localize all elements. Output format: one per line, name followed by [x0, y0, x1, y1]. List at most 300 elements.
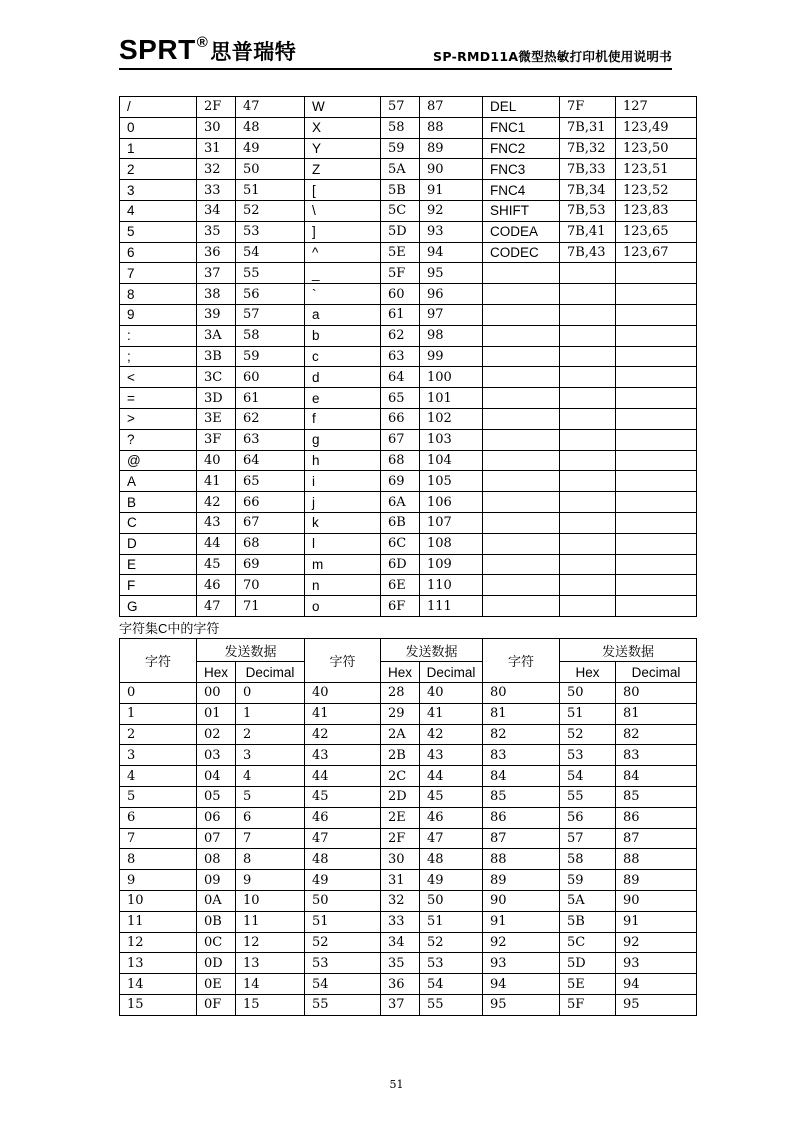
hex-cell: 35: [381, 953, 420, 974]
char-cell: X: [305, 117, 381, 138]
decimal-cell: 87: [616, 828, 697, 849]
char-cell: [483, 533, 560, 554]
hex-cell: 59: [560, 870, 616, 891]
char-cell: 94: [483, 974, 560, 995]
char-cell: _: [305, 263, 381, 284]
char-cell: >: [120, 408, 197, 429]
decimal-cell: [616, 492, 697, 513]
char-cell: 9: [120, 304, 197, 325]
hex-cell: 2F: [197, 97, 236, 118]
page-header: [119, 30, 672, 70]
table-row: [120, 221, 697, 242]
char-cell: 3: [120, 745, 197, 766]
hex-cell: 5C: [560, 932, 616, 953]
hex-cell: 2E: [381, 807, 420, 828]
char-cell: ?: [120, 429, 197, 450]
char-cell: ^: [305, 242, 381, 263]
decimal-cell: 92: [616, 932, 697, 953]
decimal-cell: 110: [420, 575, 483, 596]
hex-cell: 56: [560, 807, 616, 828]
decimal-cell: 57: [236, 304, 305, 325]
page-number: 51: [389, 1078, 404, 1091]
decimal-cell: 66: [236, 492, 305, 513]
decimal-cell: 92: [420, 200, 483, 221]
hex-cell: 43: [197, 512, 236, 533]
hex-cell: 03: [197, 745, 236, 766]
decimal-cell: 47: [236, 97, 305, 118]
decimal-cell: 89: [420, 138, 483, 159]
char-cell: @: [120, 450, 197, 471]
char-cell: 89: [483, 870, 560, 891]
char-cell: a: [305, 304, 381, 325]
decimal-cell: [616, 429, 697, 450]
decimal-cell: 43: [420, 745, 483, 766]
char-cell: 91: [483, 911, 560, 932]
decimal-cell: 40: [420, 683, 483, 704]
hex-cell: 3B: [197, 346, 236, 367]
hex-cell: 31: [197, 138, 236, 159]
decimal-cell: 52: [236, 200, 305, 221]
char-cell: ;: [120, 346, 197, 367]
char-cell: 7: [120, 263, 197, 284]
char-cell: \: [305, 200, 381, 221]
decimal-cell: 123,52: [616, 180, 697, 201]
decimal-cell: 123,65: [616, 221, 697, 242]
hex-cell: [560, 471, 616, 492]
char-cell: `: [305, 284, 381, 305]
decimal-cell: 94: [616, 974, 697, 995]
table-row: [120, 703, 697, 724]
decimal-cell: 123,51: [616, 159, 697, 180]
char-cell: 92: [483, 932, 560, 953]
hex-cell: 59: [381, 138, 420, 159]
decimal-cell: 55: [420, 994, 483, 1015]
decimal-cell: 94: [420, 242, 483, 263]
hex-cell: 3C: [197, 367, 236, 388]
hex-cell: 36: [197, 242, 236, 263]
table-row: [120, 849, 697, 870]
decimal-cell: 58: [236, 325, 305, 346]
char-column-header: 字符: [483, 639, 560, 683]
decimal-cell: 107: [420, 512, 483, 533]
hex-cell: 65: [381, 388, 420, 409]
char-cell: DEL: [483, 97, 560, 118]
decimal-cell: [616, 408, 697, 429]
table-row: [120, 683, 697, 704]
decimal-cell: 49: [420, 870, 483, 891]
char-cell: 4: [120, 200, 197, 221]
charset-c-table-body: [120, 683, 697, 1016]
hex-cell: 5D: [560, 953, 616, 974]
hex-cell: 7B,33: [560, 159, 616, 180]
hex-cell: 36: [381, 974, 420, 995]
hex-cell: [560, 367, 616, 388]
decimal-cell: 105: [420, 471, 483, 492]
char-cell: =: [120, 388, 197, 409]
table-row: [120, 180, 697, 201]
hex-cell: 34: [197, 200, 236, 221]
char-column-header: 字符: [120, 639, 197, 683]
char-cell: 0: [120, 117, 197, 138]
table-row: [120, 367, 697, 388]
document-title: SP-RMD11A微型热敏打印机使用说明书: [433, 49, 672, 64]
char-cell: ]: [305, 221, 381, 242]
decimal-cell: 13: [236, 953, 305, 974]
char-cell: 5: [120, 786, 197, 807]
hex-cell: 63: [381, 346, 420, 367]
char-cell: h: [305, 450, 381, 471]
hex-cell: 7B,53: [560, 200, 616, 221]
decimal-cell: [616, 346, 697, 367]
hex-cell: 30: [197, 117, 236, 138]
char-cell: [483, 263, 560, 284]
decimal-cell: 108: [420, 533, 483, 554]
char-cell: 44: [305, 766, 381, 787]
brand-latin: SPRT: [119, 34, 196, 65]
registered-mark: ®: [196, 34, 209, 51]
char-cell: 8: [120, 849, 197, 870]
hex-cell: 46: [197, 575, 236, 596]
decimal-cell: 123,49: [616, 117, 697, 138]
decimal-cell: 88: [420, 117, 483, 138]
char-cell: 3: [120, 180, 197, 201]
decimal-cell: 54: [236, 242, 305, 263]
hex-column-header: Hex: [197, 662, 236, 683]
hex-cell: 6F: [381, 596, 420, 617]
char-cell: 10: [120, 890, 197, 911]
char-cell: 83: [483, 745, 560, 766]
decimal-cell: 123,50: [616, 138, 697, 159]
hex-cell: [560, 554, 616, 575]
table-row: [120, 575, 697, 596]
brand-chinese: 思普瑞特: [210, 40, 297, 64]
decimal-cell: [616, 512, 697, 533]
char-cell: 50: [305, 890, 381, 911]
hex-cell: [560, 512, 616, 533]
char-cell: 13: [120, 953, 197, 974]
hex-cell: 42: [197, 492, 236, 513]
hex-cell: 08: [197, 849, 236, 870]
table-row: [120, 263, 697, 284]
decimal-cell: 45: [420, 786, 483, 807]
decimal-cell: 50: [420, 890, 483, 911]
char-cell: 55: [305, 994, 381, 1015]
table-row: [120, 159, 697, 180]
char-cell: [483, 512, 560, 533]
decimal-cell: 61: [236, 388, 305, 409]
char-cell: 43: [305, 745, 381, 766]
char-cell: 51: [305, 911, 381, 932]
hex-cell: 07: [197, 828, 236, 849]
charset-table-continued: [119, 96, 697, 617]
decimal-cell: 71: [236, 596, 305, 617]
decimal-cell: [616, 388, 697, 409]
hex-cell: 5A: [560, 890, 616, 911]
char-cell: 46: [305, 807, 381, 828]
char-cell: [483, 304, 560, 325]
decimal-cell: 60: [236, 367, 305, 388]
hex-cell: 02: [197, 724, 236, 745]
hex-cell: 01: [197, 703, 236, 724]
table-row: [120, 786, 697, 807]
decimal-cell: 67: [236, 512, 305, 533]
table-row: [120, 284, 697, 305]
char-cell: 95: [483, 994, 560, 1015]
char-cell: [483, 554, 560, 575]
char-cell: F: [120, 575, 197, 596]
char-cell: 49: [305, 870, 381, 891]
hex-cell: 05: [197, 786, 236, 807]
decimal-cell: [616, 263, 697, 284]
char-cell: Y: [305, 138, 381, 159]
table-row: [120, 117, 697, 138]
decimal-cell: 93: [420, 221, 483, 242]
char-cell: [483, 429, 560, 450]
table-row: [120, 200, 697, 221]
table-row: [120, 97, 697, 118]
hex-cell: 61: [381, 304, 420, 325]
decimal-cell: 91: [420, 180, 483, 201]
decimal-cell: 68: [236, 533, 305, 554]
char-cell: c: [305, 346, 381, 367]
send-data-header: 发送数据: [197, 639, 305, 662]
char-cell: FNC4: [483, 180, 560, 201]
decimal-cell: [616, 575, 697, 596]
table-row: [120, 325, 697, 346]
char-cell: n: [305, 575, 381, 596]
char-cell: b: [305, 325, 381, 346]
hex-cell: 3D: [197, 388, 236, 409]
hex-cell: 33: [381, 911, 420, 932]
hex-cell: 39: [197, 304, 236, 325]
decimal-cell: 106: [420, 492, 483, 513]
hex-cell: 57: [560, 828, 616, 849]
hex-cell: 35: [197, 221, 236, 242]
hex-cell: 5A: [381, 159, 420, 180]
decimal-cell: [616, 554, 697, 575]
hex-cell: 06: [197, 807, 236, 828]
hex-cell: 37: [381, 994, 420, 1015]
char-cell: 15: [120, 994, 197, 1015]
hex-cell: 54: [560, 766, 616, 787]
send-data-header: 发送数据: [381, 639, 483, 662]
decimal-cell: 82: [616, 724, 697, 745]
decimal-column-header: Decimal: [616, 662, 697, 683]
table-row: [120, 828, 697, 849]
char-cell: 87: [483, 828, 560, 849]
hex-cell: 5B: [560, 911, 616, 932]
decimal-cell: 7: [236, 828, 305, 849]
table-row: [120, 932, 697, 953]
decimal-cell: 102: [420, 408, 483, 429]
decimal-cell: 103: [420, 429, 483, 450]
charset-table-body: [120, 97, 697, 617]
char-cell: [483, 284, 560, 305]
decimal-cell: 44: [420, 766, 483, 787]
decimal-cell: 8: [236, 849, 305, 870]
char-cell: 14: [120, 974, 197, 995]
decimal-cell: 51: [236, 180, 305, 201]
char-cell: 6: [120, 242, 197, 263]
char-cell: d: [305, 367, 381, 388]
char-cell: SHIFT: [483, 200, 560, 221]
table-row: [120, 242, 697, 263]
table-row: [120, 512, 697, 533]
decimal-cell: 95: [616, 994, 697, 1015]
decimal-cell: 100: [420, 367, 483, 388]
hex-column-header: Hex: [560, 662, 616, 683]
hex-cell: [560, 304, 616, 325]
char-cell: Z: [305, 159, 381, 180]
hex-cell: 64: [381, 367, 420, 388]
char-cell: /: [120, 97, 197, 118]
char-cell: :: [120, 325, 197, 346]
hex-cell: 29: [381, 703, 420, 724]
hex-cell: 3E: [197, 408, 236, 429]
hex-cell: [560, 596, 616, 617]
hex-cell: [560, 284, 616, 305]
decimal-cell: 4: [236, 766, 305, 787]
decimal-cell: 48: [236, 117, 305, 138]
char-cell: 7: [120, 828, 197, 849]
table-row: [120, 724, 697, 745]
table-row: [120, 890, 697, 911]
decimal-cell: 81: [616, 703, 697, 724]
char-cell: g: [305, 429, 381, 450]
table-row: [120, 953, 697, 974]
decimal-cell: 109: [420, 554, 483, 575]
decimal-cell: 70: [236, 575, 305, 596]
table-row: [120, 807, 697, 828]
hex-cell: 6A: [381, 492, 420, 513]
char-cell: 11: [120, 911, 197, 932]
hex-cell: 5F: [560, 994, 616, 1015]
char-cell: 48: [305, 849, 381, 870]
hex-cell: 34: [381, 932, 420, 953]
char-cell: [483, 346, 560, 367]
hex-cell: 3F: [197, 429, 236, 450]
char-cell: 53: [305, 953, 381, 974]
decimal-cell: 87: [420, 97, 483, 118]
char-cell: j: [305, 492, 381, 513]
char-cell: G: [120, 596, 197, 617]
char-cell: l: [305, 533, 381, 554]
decimal-cell: 101: [420, 388, 483, 409]
table-row: [120, 304, 697, 325]
char-cell: 93: [483, 953, 560, 974]
hex-cell: 04: [197, 766, 236, 787]
char-cell: k: [305, 512, 381, 533]
hex-cell: 5C: [381, 200, 420, 221]
char-cell: 1: [120, 703, 197, 724]
char-cell: 12: [120, 932, 197, 953]
hex-cell: 3A: [197, 325, 236, 346]
hex-cell: 2F: [381, 828, 420, 849]
hex-cell: 2D: [381, 786, 420, 807]
hex-cell: 33: [197, 180, 236, 201]
table-row: [120, 870, 697, 891]
hex-cell: 2B: [381, 745, 420, 766]
char-cell: 8: [120, 284, 197, 305]
decimal-cell: 53: [420, 953, 483, 974]
hex-cell: 5E: [560, 974, 616, 995]
decimal-cell: 42: [420, 724, 483, 745]
hex-cell: 32: [197, 159, 236, 180]
decimal-cell: [616, 450, 697, 471]
char-cell: [483, 388, 560, 409]
decimal-cell: 56: [236, 284, 305, 305]
table-row: [120, 138, 697, 159]
hex-cell: 53: [560, 745, 616, 766]
hex-cell: 62: [381, 325, 420, 346]
decimal-cell: 41: [420, 703, 483, 724]
decimal-cell: [616, 284, 697, 305]
hex-cell: 7B,34: [560, 180, 616, 201]
char-cell: 2: [120, 159, 197, 180]
hex-cell: 0B: [197, 911, 236, 932]
hex-cell: 60: [381, 284, 420, 305]
char-cell: 84: [483, 766, 560, 787]
hex-cell: [560, 492, 616, 513]
decimal-cell: [616, 304, 697, 325]
char-cell: 81: [483, 703, 560, 724]
decimal-column-header: Decimal: [236, 662, 305, 683]
hex-cell: 5E: [381, 242, 420, 263]
decimal-cell: 91: [616, 911, 697, 932]
char-cell: 85: [483, 786, 560, 807]
hex-cell: 38: [197, 284, 236, 305]
hex-cell: 30: [381, 849, 420, 870]
decimal-cell: 90: [420, 159, 483, 180]
hex-cell: 6C: [381, 533, 420, 554]
hex-cell: 7B,41: [560, 221, 616, 242]
table-row: [120, 346, 697, 367]
decimal-cell: 49: [236, 138, 305, 159]
decimal-cell: 85: [616, 786, 697, 807]
decimal-cell: 93: [616, 953, 697, 974]
char-cell: E: [120, 554, 197, 575]
decimal-cell: 88: [616, 849, 697, 870]
hex-cell: 7F: [560, 97, 616, 118]
hex-cell: 0C: [197, 932, 236, 953]
char-cell: B: [120, 492, 197, 513]
hex-cell: 37: [197, 263, 236, 284]
hex-cell: 5F: [381, 263, 420, 284]
table-row: [120, 408, 697, 429]
hex-cell: 0E: [197, 974, 236, 995]
decimal-cell: 6: [236, 807, 305, 828]
decimal-cell: 123,83: [616, 200, 697, 221]
char-cell: 42: [305, 724, 381, 745]
hex-cell: 7B,32: [560, 138, 616, 159]
hex-cell: 6E: [381, 575, 420, 596]
char-cell: f: [305, 408, 381, 429]
decimal-cell: 65: [236, 471, 305, 492]
decimal-cell: 5: [236, 786, 305, 807]
decimal-cell: 62: [236, 408, 305, 429]
char-cell: FNC3: [483, 159, 560, 180]
char-cell: 1: [120, 138, 197, 159]
hex-cell: 31: [381, 870, 420, 891]
table-row: [120, 388, 697, 409]
hex-cell: 58: [381, 117, 420, 138]
hex-cell: 0D: [197, 953, 236, 974]
char-cell: 41: [305, 703, 381, 724]
decimal-cell: 52: [420, 932, 483, 953]
decimal-cell: 90: [616, 890, 697, 911]
char-cell: [: [305, 180, 381, 201]
char-cell: <: [120, 367, 197, 388]
